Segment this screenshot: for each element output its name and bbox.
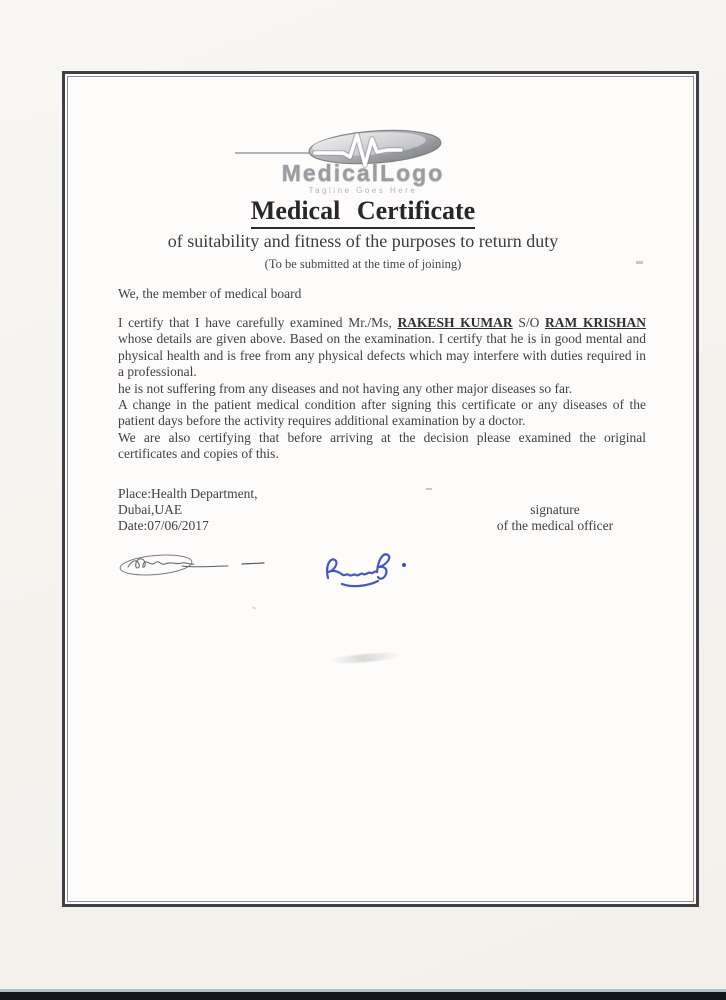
place-line-1: Place:Health Department, — [118, 486, 258, 501]
signature-label-block — [489, 502, 621, 534]
place-date-block — [118, 486, 257, 533]
logo-wordmark: MedicalLogo — [281, 160, 445, 186]
patient-signature-blue — [320, 544, 410, 594]
certificate-body — [118, 315, 646, 463]
letterhead-logo — [0, 124, 726, 195]
place-line-2: Dubai,UAE — [118, 501, 183, 517]
certificate-subtitle: of suitability and fitness of the purposes to return duty — [167, 231, 559, 251]
certify-connector: S/O — [512, 315, 546, 330]
ink-dot — [402, 563, 406, 567]
patient-name: RAKESH KUMAR — [397, 315, 513, 330]
certify-prefix: I certify that I have carefully examined Mr./Ms, — [118, 315, 398, 330]
submission-note: (To be submitted at the time of joining) — [264, 257, 462, 271]
date-line: Date:07/06/2017 — [118, 517, 209, 533]
scan-speck — [426, 488, 432, 490]
original-certificates-paragraph: We are also certifying that before arriving at the decision please examined the original certificates and copies of this. — [118, 429, 646, 462]
condition-change-paragraph: A change in the patient medical condition after signing this certificate or any diseases of the patient days before the activity requires additional examination by a doctor. — [118, 397, 646, 429]
father-name: RAM KRISHAN — [545, 315, 646, 330]
no-disease-line: he is not suffering from any diseases and not having any other major diseases so far. — [118, 380, 573, 396]
signature-label-line-1: signature — [530, 502, 580, 517]
certify-paragraph — [118, 315, 646, 381]
salutation-line: We, the member of medical board — [118, 286, 302, 301]
scanner-edge-strip — [0, 992, 726, 1000]
logo-tagline: Tagline Goes Here — [308, 186, 418, 195]
certify-suffix: whose details are given above. Based on the examination. I certify that he is in good mental and physical health and is free from any physical defects which may interfere with duties required in a professional. — [118, 331, 646, 380]
certificate-title: Medical Certificate — [0, 196, 726, 229]
scan-speck — [636, 261, 643, 264]
medical-officer-signature — [116, 548, 276, 588]
signature-label-line-2: of the medical officer — [496, 517, 614, 533]
